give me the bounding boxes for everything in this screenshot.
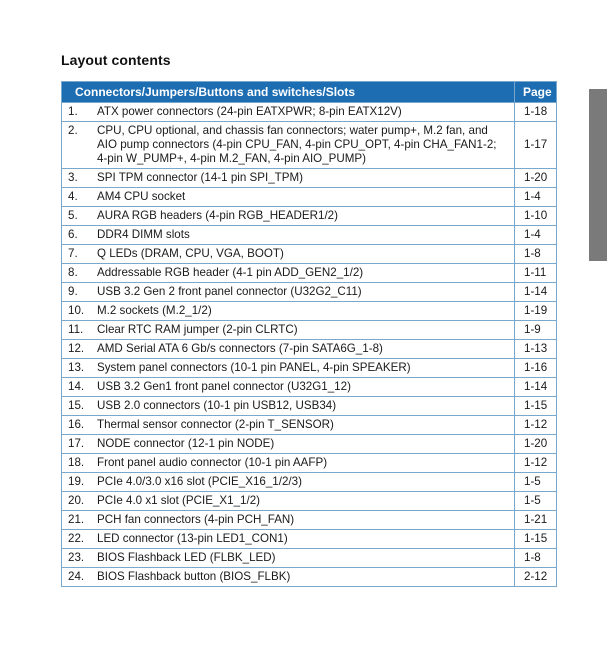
table-row xyxy=(62,378,557,397)
row-description-wrap xyxy=(68,171,510,185)
row-text: Front panel audio connector (10-1 pin AAFP) xyxy=(97,456,328,469)
row-number: 6. xyxy=(68,228,78,241)
row-page-cell: 1-14 xyxy=(515,378,557,397)
table-row xyxy=(62,245,557,264)
table-row xyxy=(62,568,557,587)
row-description-cell xyxy=(62,321,515,340)
row-description-cell xyxy=(62,188,515,207)
row-description-wrap xyxy=(68,475,510,489)
row-description-wrap xyxy=(68,247,510,261)
row-description-wrap xyxy=(68,304,510,318)
row-number: 1. xyxy=(68,105,78,118)
row-number: 11. xyxy=(68,323,84,336)
row-page-cell: 1-20 xyxy=(515,169,557,188)
row-number: 2. xyxy=(68,124,78,137)
row-description-cell xyxy=(62,568,515,587)
table-row xyxy=(62,511,557,530)
row-page-cell: 1-16 xyxy=(515,359,557,378)
row-page-cell: 1-11 xyxy=(515,264,557,283)
row-description-wrap xyxy=(68,323,510,337)
table-row xyxy=(62,122,557,169)
row-page-cell: 1-10 xyxy=(515,207,557,226)
row-number: 12. xyxy=(68,342,85,355)
row-description-cell xyxy=(62,302,515,321)
row-text: Addressable RGB header (4-1 pin ADD_GEN2_1/2) xyxy=(97,266,364,279)
table-row xyxy=(62,103,557,122)
row-text: NODE connector (12-1 pin NODE) xyxy=(97,437,275,450)
row-page-cell: 1-17 xyxy=(515,122,557,169)
row-text: USB 2.0 connectors (10-1 pin USB12, USB34) xyxy=(97,399,337,412)
row-description-cell xyxy=(62,378,515,397)
row-number: 18. xyxy=(68,456,85,469)
row-page-cell: 1-5 xyxy=(515,492,557,511)
row-text: Q LEDs (DRAM, CPU, VGA, BOOT) xyxy=(97,247,284,260)
row-page-cell: 1-4 xyxy=(515,188,557,207)
row-number: 9. xyxy=(68,285,78,298)
row-description-wrap xyxy=(68,228,510,242)
row-number: 3. xyxy=(68,171,78,184)
chapter-side-tab xyxy=(589,89,607,261)
table-row xyxy=(62,473,557,492)
table-row xyxy=(62,359,557,378)
row-number: 14. xyxy=(68,380,85,393)
row-page-cell: 1-15 xyxy=(515,397,557,416)
row-description-wrap xyxy=(68,437,510,451)
row-page-cell: 1-19 xyxy=(515,302,557,321)
row-description-wrap xyxy=(68,570,510,584)
row-description-cell xyxy=(62,103,515,122)
row-page-cell: 1-14 xyxy=(515,283,557,302)
table-header-row xyxy=(62,82,557,103)
table-row xyxy=(62,454,557,473)
row-text: USB 3.2 Gen1 front panel connector (U32G1_12) xyxy=(97,380,351,393)
row-page-cell: 1-5 xyxy=(515,473,557,492)
row-description-cell xyxy=(62,530,515,549)
row-number: 8. xyxy=(68,266,78,279)
row-text: LED connector (13-pin LED1_CON1) xyxy=(97,532,288,545)
table-row xyxy=(62,549,557,568)
row-number: 10. xyxy=(68,304,85,317)
row-text: PCIe 4.0/3.0 x16 slot (PCIE_X16_1/2/3) xyxy=(97,475,302,488)
row-text: CPU, CPU optional, and chassis fan connectors; water pump+, M.2 fan, and AIO pump connectors (4-pin CPU_FAN, 4-pin CPU_OPT, 4-pin CHA_FAN1-2; 4-pin W_PUMP+, 4-pin M.2_FAN, 4-pin AIO_PUMP) xyxy=(97,124,497,165)
table-row xyxy=(62,321,557,340)
row-text: AURA RGB headers (4-pin RGB_HEADER1/2) xyxy=(97,209,338,222)
row-number: 19. xyxy=(68,475,85,488)
row-text: ATX power connectors (24-pin EATXPWR; 8-pin EATX12V) xyxy=(97,105,402,118)
row-text: USB 3.2 Gen 2 front panel connector (U32G2_C11) xyxy=(97,285,362,298)
row-text: System panel connectors (10-1 pin PANEL, 4-pin SPEAKER) xyxy=(97,361,411,374)
row-description-wrap xyxy=(68,418,510,432)
row-page-cell: 1-21 xyxy=(515,511,557,530)
row-description-cell xyxy=(62,435,515,454)
row-number: 23. xyxy=(68,551,85,564)
description-column-header: Connectors/Jumpers/Buttons and switches/Slots xyxy=(62,82,515,103)
row-description-cell xyxy=(62,169,515,188)
row-description-wrap xyxy=(68,551,510,565)
row-number: 20. xyxy=(68,494,85,507)
table-row xyxy=(62,207,557,226)
row-page-cell: 1-12 xyxy=(515,416,557,435)
row-page-cell: 1-8 xyxy=(515,245,557,264)
row-description-wrap xyxy=(68,361,510,375)
row-text: BIOS Flashback button (BIOS_FLBK) xyxy=(97,570,291,583)
table-row xyxy=(62,226,557,245)
row-number: 15. xyxy=(68,399,85,412)
layout-contents-table xyxy=(61,81,557,587)
row-description-wrap xyxy=(68,380,510,394)
row-number: 7. xyxy=(68,247,78,260)
table-row xyxy=(62,340,557,359)
row-text: BIOS Flashback LED (FLBK_LED) xyxy=(97,551,276,564)
row-number: 24. xyxy=(68,570,85,583)
table-row xyxy=(62,283,557,302)
row-description-cell xyxy=(62,492,515,511)
row-page-cell: 1-20 xyxy=(515,435,557,454)
row-description-cell xyxy=(62,454,515,473)
table-row xyxy=(62,169,557,188)
row-description-cell xyxy=(62,122,515,169)
row-page-cell: 1-4 xyxy=(515,226,557,245)
row-description-cell xyxy=(62,397,515,416)
row-description-cell xyxy=(62,359,515,378)
row-description-cell xyxy=(62,473,515,492)
table-row xyxy=(62,264,557,283)
row-description-wrap xyxy=(68,342,510,356)
row-description-wrap xyxy=(68,494,510,508)
row-description-wrap xyxy=(68,124,510,166)
row-description-cell xyxy=(62,549,515,568)
row-description-wrap xyxy=(68,513,510,527)
page-column-header: Page xyxy=(515,82,557,103)
row-description-wrap xyxy=(68,190,510,204)
table-row xyxy=(62,397,557,416)
section-title: Layout contents xyxy=(61,52,171,68)
table-row xyxy=(62,416,557,435)
row-description-cell xyxy=(62,283,515,302)
table-row xyxy=(62,188,557,207)
row-description-wrap xyxy=(68,266,510,280)
row-description-wrap xyxy=(68,532,510,546)
row-text: PCH fan connectors (4-pin PCH_FAN) xyxy=(97,513,295,526)
row-description-cell xyxy=(62,511,515,530)
row-text: M.2 sockets (M.2_1/2) xyxy=(97,304,212,317)
row-page-cell: 1-13 xyxy=(515,340,557,359)
row-description-cell xyxy=(62,226,515,245)
table-row xyxy=(62,302,557,321)
row-page-cell: 1-8 xyxy=(515,549,557,568)
row-text: DDR4 DIMM slots xyxy=(97,228,190,241)
row-number: 5. xyxy=(68,209,78,222)
row-number: 17. xyxy=(68,437,85,450)
table-row xyxy=(62,435,557,454)
row-number: 4. xyxy=(68,190,78,203)
table-row xyxy=(62,492,557,511)
row-description-cell xyxy=(62,245,515,264)
row-page-cell: 1-15 xyxy=(515,530,557,549)
row-text: SPI TPM connector (14-1 pin SPI_TPM) xyxy=(97,171,303,184)
row-number: 21. xyxy=(68,513,85,526)
row-page-cell: 1-9 xyxy=(515,321,557,340)
row-text: PCIe 4.0 x1 slot (PCIE_X1_1/2) xyxy=(97,494,261,507)
table-body xyxy=(62,103,557,587)
row-description-cell xyxy=(62,416,515,435)
row-description-wrap xyxy=(68,399,510,413)
row-text: AM4 CPU socket xyxy=(97,190,186,203)
row-description-wrap xyxy=(68,285,510,299)
row-description-wrap xyxy=(68,209,510,223)
row-text: Clear RTC RAM jumper (2-pin CLRTC) xyxy=(97,323,298,336)
row-description-cell xyxy=(62,207,515,226)
row-page-cell: 1-18 xyxy=(515,103,557,122)
row-description-wrap xyxy=(68,456,510,470)
row-number: 22. xyxy=(68,532,85,545)
row-description-cell xyxy=(62,264,515,283)
row-description-wrap xyxy=(68,105,510,119)
table-row xyxy=(62,530,557,549)
row-page-cell: 1-12 xyxy=(515,454,557,473)
row-page-cell: 2-12 xyxy=(515,568,557,587)
row-text: Thermal sensor connector (2-pin T_SENSOR) xyxy=(97,418,334,431)
row-number: 13. xyxy=(68,361,85,374)
row-number: 16. xyxy=(68,418,85,431)
row-description-cell xyxy=(62,340,515,359)
row-text: AMD Serial ATA 6 Gb/s connectors (7-pin SATA6G_1-8) xyxy=(97,342,383,355)
